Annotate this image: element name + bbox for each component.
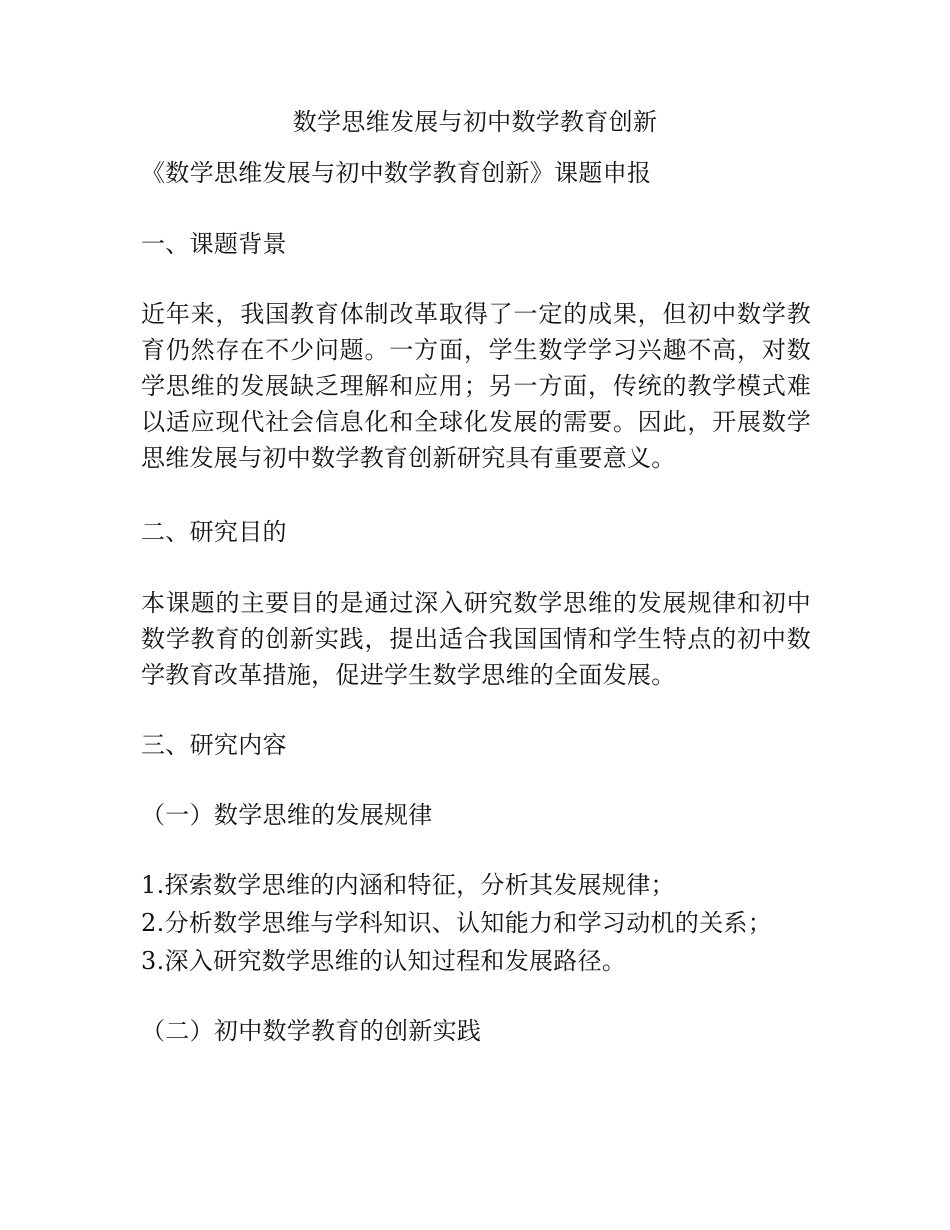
purpose-paragraph: 本课题的主要目的是通过深入研究数学思维的发展规律和初中数学教育的创新实践，提出适合我国国情和学生特点的初中数学教育改革措施，促进学生数学思维的全面发展。 <box>141 589 811 689</box>
list-item: 3.深入研究数学思维的认知过程和发展路径。 <box>141 947 627 975</box>
list-item: 2.分析数学思维与学科知识、认知能力和学习动机的关系； <box>141 909 772 937</box>
section-heading-content: 三、研究内容 <box>141 731 287 759</box>
list-item: 1.探索数学思维的内涵和特征，分析其发展规律； <box>141 871 675 899</box>
subsection-heading-innovation-practice: （二）初中数学教育的创新实践 <box>141 1017 482 1045</box>
section-heading-purpose: 二、研究目的 <box>141 518 287 546</box>
document-subtitle: 《数学思维发展与初中数学教育创新》课题申报 <box>141 159 652 187</box>
background-paragraph: 近年来，我国教育体制改革取得了一定的成果，但初中数学教育仍然存在不少问题。一方面，学生数学学习兴趣不高，对数学思维的发展缺乏理解和应用；另一方面，传统的教学模式难以适应现代社会信息化和全球化发展的需要。因此，开展数学思维发展与初中数学教育创新研究具有重要意义。 <box>141 300 811 472</box>
subsection-heading-thinking-rules: （一）数学思维的发展规律 <box>141 801 433 829</box>
section-heading-background: 一、课题背景 <box>141 230 287 258</box>
document-title: 数学思维发展与初中数学教育创新 <box>292 108 658 136</box>
